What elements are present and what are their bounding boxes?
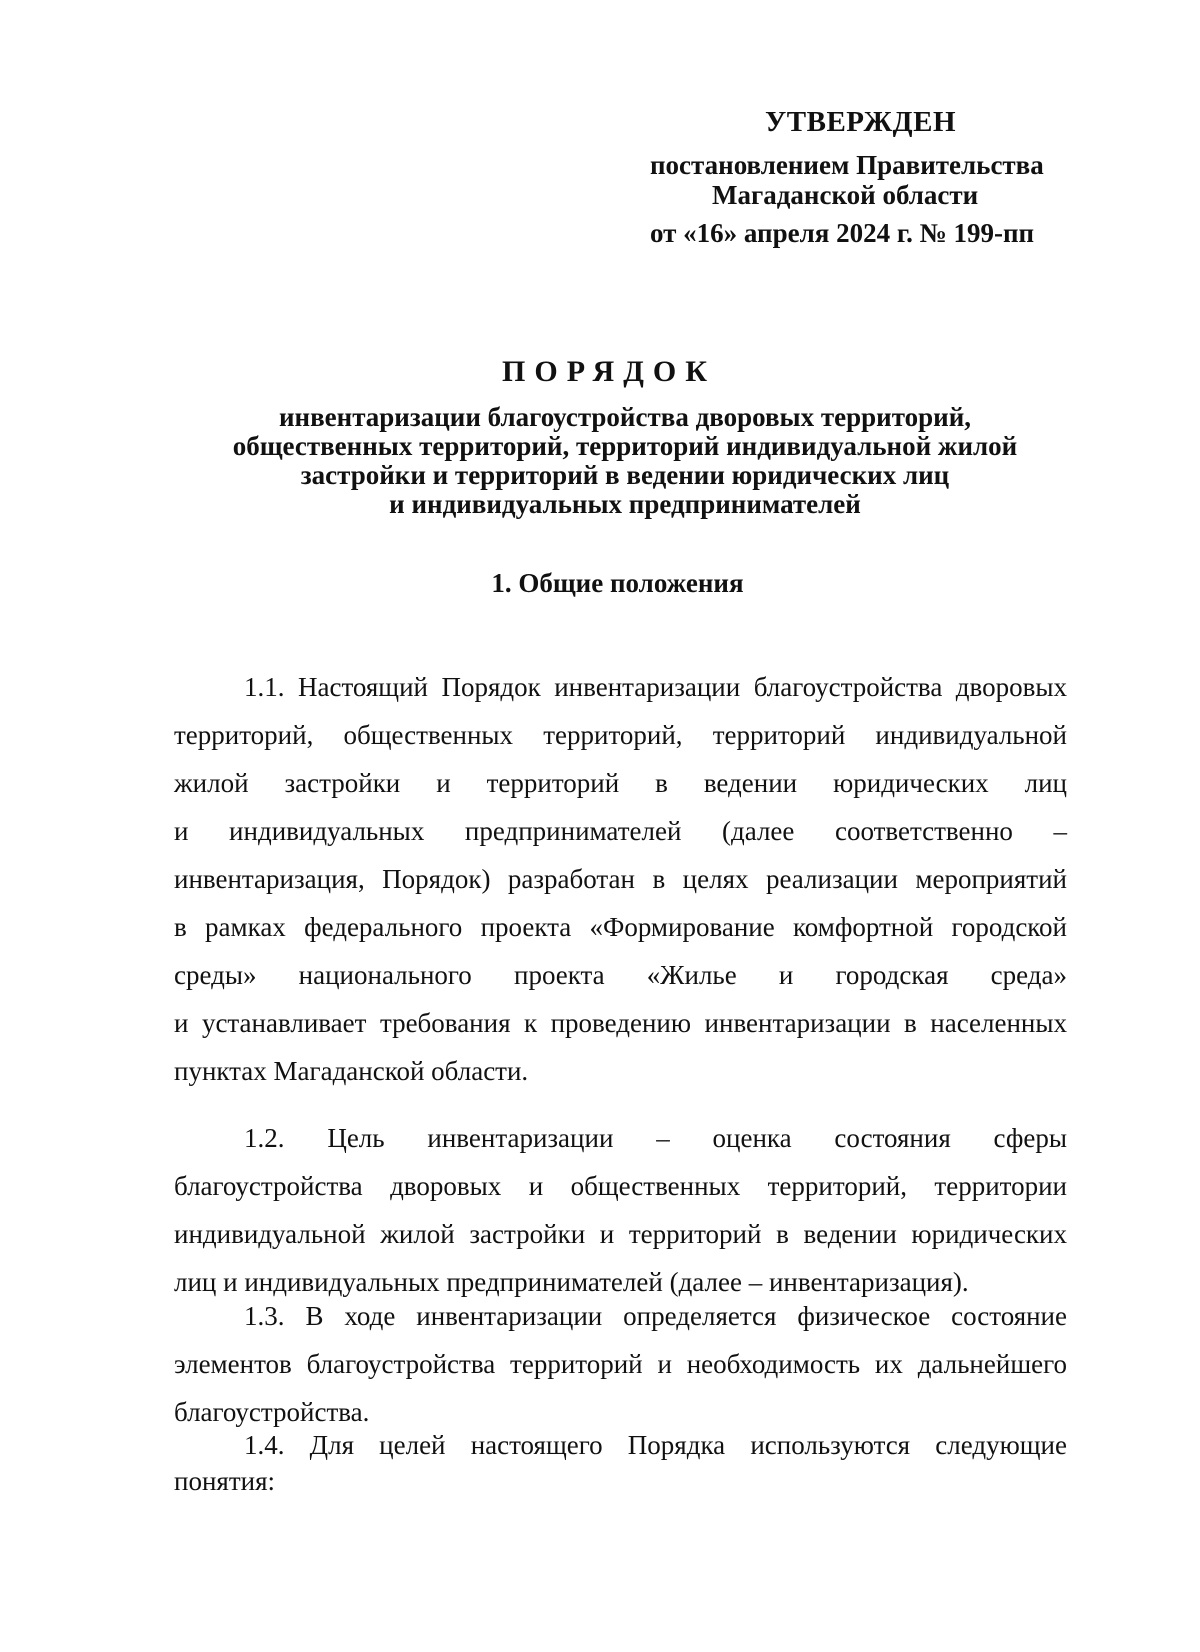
paragraph-1-2: [174, 1114, 1067, 1306]
decree-reference-line-2: Магаданской области: [712, 180, 979, 210]
paragraph-line: и индивидуальных предпринимателей (далее соответственно –: [174, 816, 1067, 846]
subtitle-line: и индивидуальных предпринимателей: [389, 489, 861, 519]
paragraph-line: и устанавливает требования к проведению инвентаризации в населенных: [174, 1008, 1067, 1038]
subtitle-line: общественных территорий, территорий индивидуальной жилой: [232, 431, 1018, 461]
document-subtitle: [190, 403, 1060, 519]
paragraph-1-4: [174, 1427, 1067, 1499]
paragraph-line: 1.3. В ходе инвентаризации определяется физическое состояние: [244, 1301, 1067, 1331]
paragraph-line: инвентаризация, Порядок) разработан в целях реализации мероприятий: [174, 864, 1067, 894]
paragraph-line: территорий, общественных территорий, территорий индивидуальной: [174, 720, 1067, 750]
decree-date-number: от «16» апреля 2024 г. № 199-пп: [650, 218, 1035, 248]
paragraph-line: 1.1. Настоящий Порядок инвентаризации благоустройства дворовых: [244, 672, 1067, 702]
paragraph-line: индивидуальной жилой застройки и территорий в ведении юридических: [174, 1219, 1067, 1249]
document-title: ПОРЯДОК: [502, 355, 716, 388]
paragraph-line: элементов благоустройства территорий и необходимость их дальнейшего: [174, 1349, 1067, 1379]
paragraph-line: лиц и индивидуальных предпринимателей (далее – инвентаризация).: [174, 1267, 969, 1297]
paragraph-line: понятия:: [174, 1466, 275, 1496]
subtitle-line: инвентаризации благоустройства дворовых территорий,: [278, 402, 972, 432]
paragraph-1-3: [174, 1292, 1067, 1436]
paragraph-line: 1.2. Цель инвентаризации – оценка состояния сферы: [244, 1123, 1067, 1153]
paragraph-1-1: [174, 663, 1067, 1095]
approval-stamp-heading: УТВЕРЖДЕН: [765, 106, 957, 138]
paragraph-line: благоустройства дворовых и общественных территорий, территории: [174, 1171, 1067, 1201]
paragraph-line: жилой застройки и территорий в ведении юридических лиц: [174, 768, 1067, 798]
paragraph-line: в рамках федерального проекта «Формирование комфортной городской: [174, 912, 1067, 942]
paragraph-line: среды» национального проекта «Жилье и городская среда»: [174, 960, 1067, 990]
decree-reference-line-1: постановлением Правительства: [650, 150, 1044, 180]
subtitle-line: застройки и территорий в ведении юридических лиц: [300, 460, 950, 490]
paragraph-line: благоустройства.: [174, 1397, 370, 1427]
paragraph-line: 1.4. Для целей настоящего Порядка используются следующие: [244, 1430, 1067, 1460]
section-heading: 1. Общие положения: [491, 568, 744, 598]
paragraph-line: пунктах Магаданской области.: [174, 1056, 529, 1086]
